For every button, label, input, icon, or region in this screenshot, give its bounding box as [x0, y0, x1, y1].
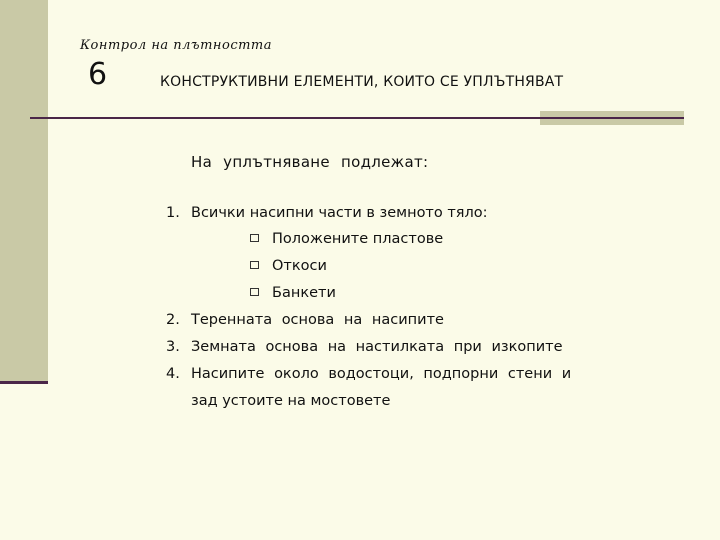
- list-item-number: 3.: [166, 339, 180, 355]
- list-item-text: Насипите около водостоци, подпорни стени и: [191, 366, 572, 382]
- square-bullet-icon: [250, 288, 259, 296]
- list-item-4-continuation: зад устоите на мостовете: [191, 393, 391, 409]
- intro-text: На уплътняване подлежат:: [191, 153, 429, 171]
- square-bullet-icon: [250, 234, 259, 242]
- list-item-1: [166, 203, 488, 223]
- slide-subtitle: КОНСТРУКТИВНИ ЕЛЕМЕНТИ, КОИТО СЕ УПЛЪТНЯВАТ: [160, 74, 564, 90]
- left-accent-bar-base: [0, 381, 48, 384]
- list-item-number: 4.: [166, 366, 180, 382]
- square-bullet-icon: [250, 261, 259, 269]
- list-item-3: [166, 337, 563, 357]
- list-item-text: Земната основа на настилката при изкопите: [191, 339, 563, 355]
- list-item-text: Теренната основа на насипите: [191, 312, 444, 328]
- sub-item-1: [250, 229, 443, 249]
- sub-item-2: [250, 256, 327, 276]
- list-item-2: [166, 310, 444, 330]
- sub-item-3: [250, 283, 336, 303]
- divider-accent-line: [540, 117, 684, 119]
- list-item-number: 2.: [166, 312, 180, 328]
- list-item-number: 1.: [166, 205, 180, 221]
- sub-item-text: Положените пластове: [272, 231, 444, 247]
- list-item-text: Всички насипни части в земното тяло:: [191, 205, 488, 221]
- left-accent-bar: [0, 0, 48, 381]
- sub-item-text: Откоси: [272, 258, 327, 274]
- slide-number: 6: [88, 57, 108, 92]
- sub-item-text: Банкети: [272, 285, 336, 301]
- list-item-4: [166, 364, 571, 384]
- header-title: Контрол на плътността: [80, 38, 272, 53]
